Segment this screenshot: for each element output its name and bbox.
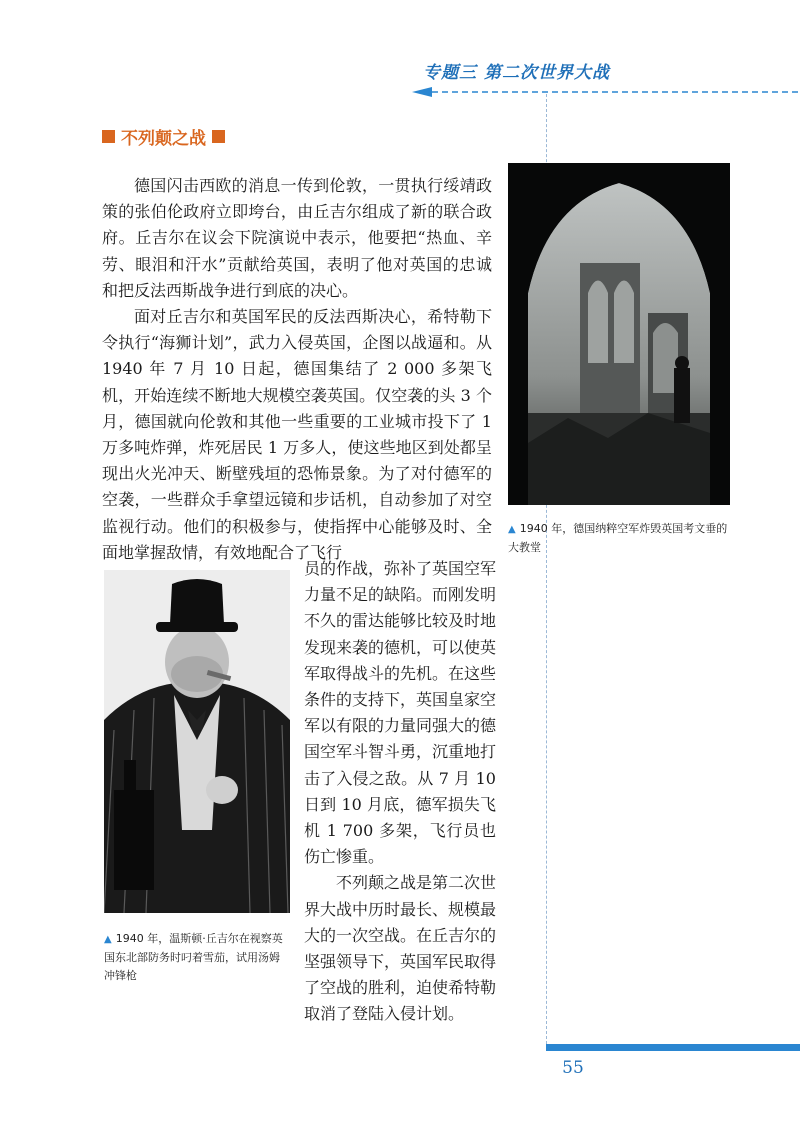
paragraph-1: 德国闪击西欧的消息一传到伦敦，一贯执行绥靖政策的张伯伦政府立即垮台，由丘吉尔组成了新的联合政府。丘吉尔在议会下院演说中表示，他要把“热血、辛劳、眼泪和汗水”贡献给英国，表明了他对英国的忠诚和把反法西斯战争进行到底的决心。 xyxy=(102,176,492,300)
cathedral-caption: ▲ 1940 年，德国纳粹空军炸毁英国考文垂的大教堂 xyxy=(508,522,728,554)
churchill-photo xyxy=(104,570,290,913)
section-heading xyxy=(102,124,225,149)
heading-square-right xyxy=(212,130,225,143)
caption-triangle-icon: ▲ xyxy=(104,934,112,945)
churchill-portrait-image xyxy=(104,570,290,913)
chapter-title: 专题三 第二次世界大战 xyxy=(423,63,610,83)
header-dashed-arrow-line xyxy=(0,86,800,98)
main-text-upper xyxy=(102,173,492,566)
caption-triangle-icon: ▲ xyxy=(508,524,516,535)
churchill-caption: ▲ 1940 年，温斯顿·丘吉尔在视察英国东北部防务时叼着雪茄，试用汤姆冲锋枪 xyxy=(104,932,283,982)
heading-square-left xyxy=(102,130,115,143)
paragraph-3: 不列颠之战是第二次世界大战中历时最长、规模最大的一次空战。在丘吉尔的坚强领导下，英国军民取得了空战的胜利，迫使希特勒取消了登陆入侵计划。 xyxy=(304,873,497,1024)
paragraph-2-continued: 员的作战，弥补了英国空军力量不足的缺陷。而刚发明不久的雷达能够比较及时地发现来袭的德机，可以使英军取得战斗的先机。在这些条件的支持下，英国皇家空军以有限的力量同强大的德国空军斗智斗勇，沉重地打击了入侵之敌。从 7 月 10 日到 10 月底，德军损失飞机 1 700 多架，飞行员也伤亡惨重。 xyxy=(304,559,497,867)
coventry-cathedral-photo xyxy=(508,163,730,505)
page-number: 55 xyxy=(562,1058,584,1078)
main-text-lower xyxy=(304,556,496,1028)
footer-bar xyxy=(546,1044,800,1051)
paragraph-2: 面对丘吉尔和英国军民的反法西斯决心，希特勒下令执行“海狮计划”，武力入侵英国，企图以战逼和。从 1940 年 7 月 10 日起，德国集结了 2 000 多架飞机，开始连续不断地大规模空袭英国。仅空袭的头 3 个月，德国就向伦敦和其他一些重要的工业城市投下了 1 万多吨炸弹，炸死居民 1 万多人，使这些地区到处都呈现出火光冲天、断壁残垣的恐怖景象。为了对付德军的空袭，一些群众手拿望远镜和步话机，自动参加了对空监视行动。他们的积极参与，使指挥中心能够及时、全面地掌握敌情，有效地配合了飞行 xyxy=(102,307,492,562)
cathedral-ruins-image xyxy=(508,163,730,505)
section-heading-text: 不列颠之战 xyxy=(121,129,206,149)
